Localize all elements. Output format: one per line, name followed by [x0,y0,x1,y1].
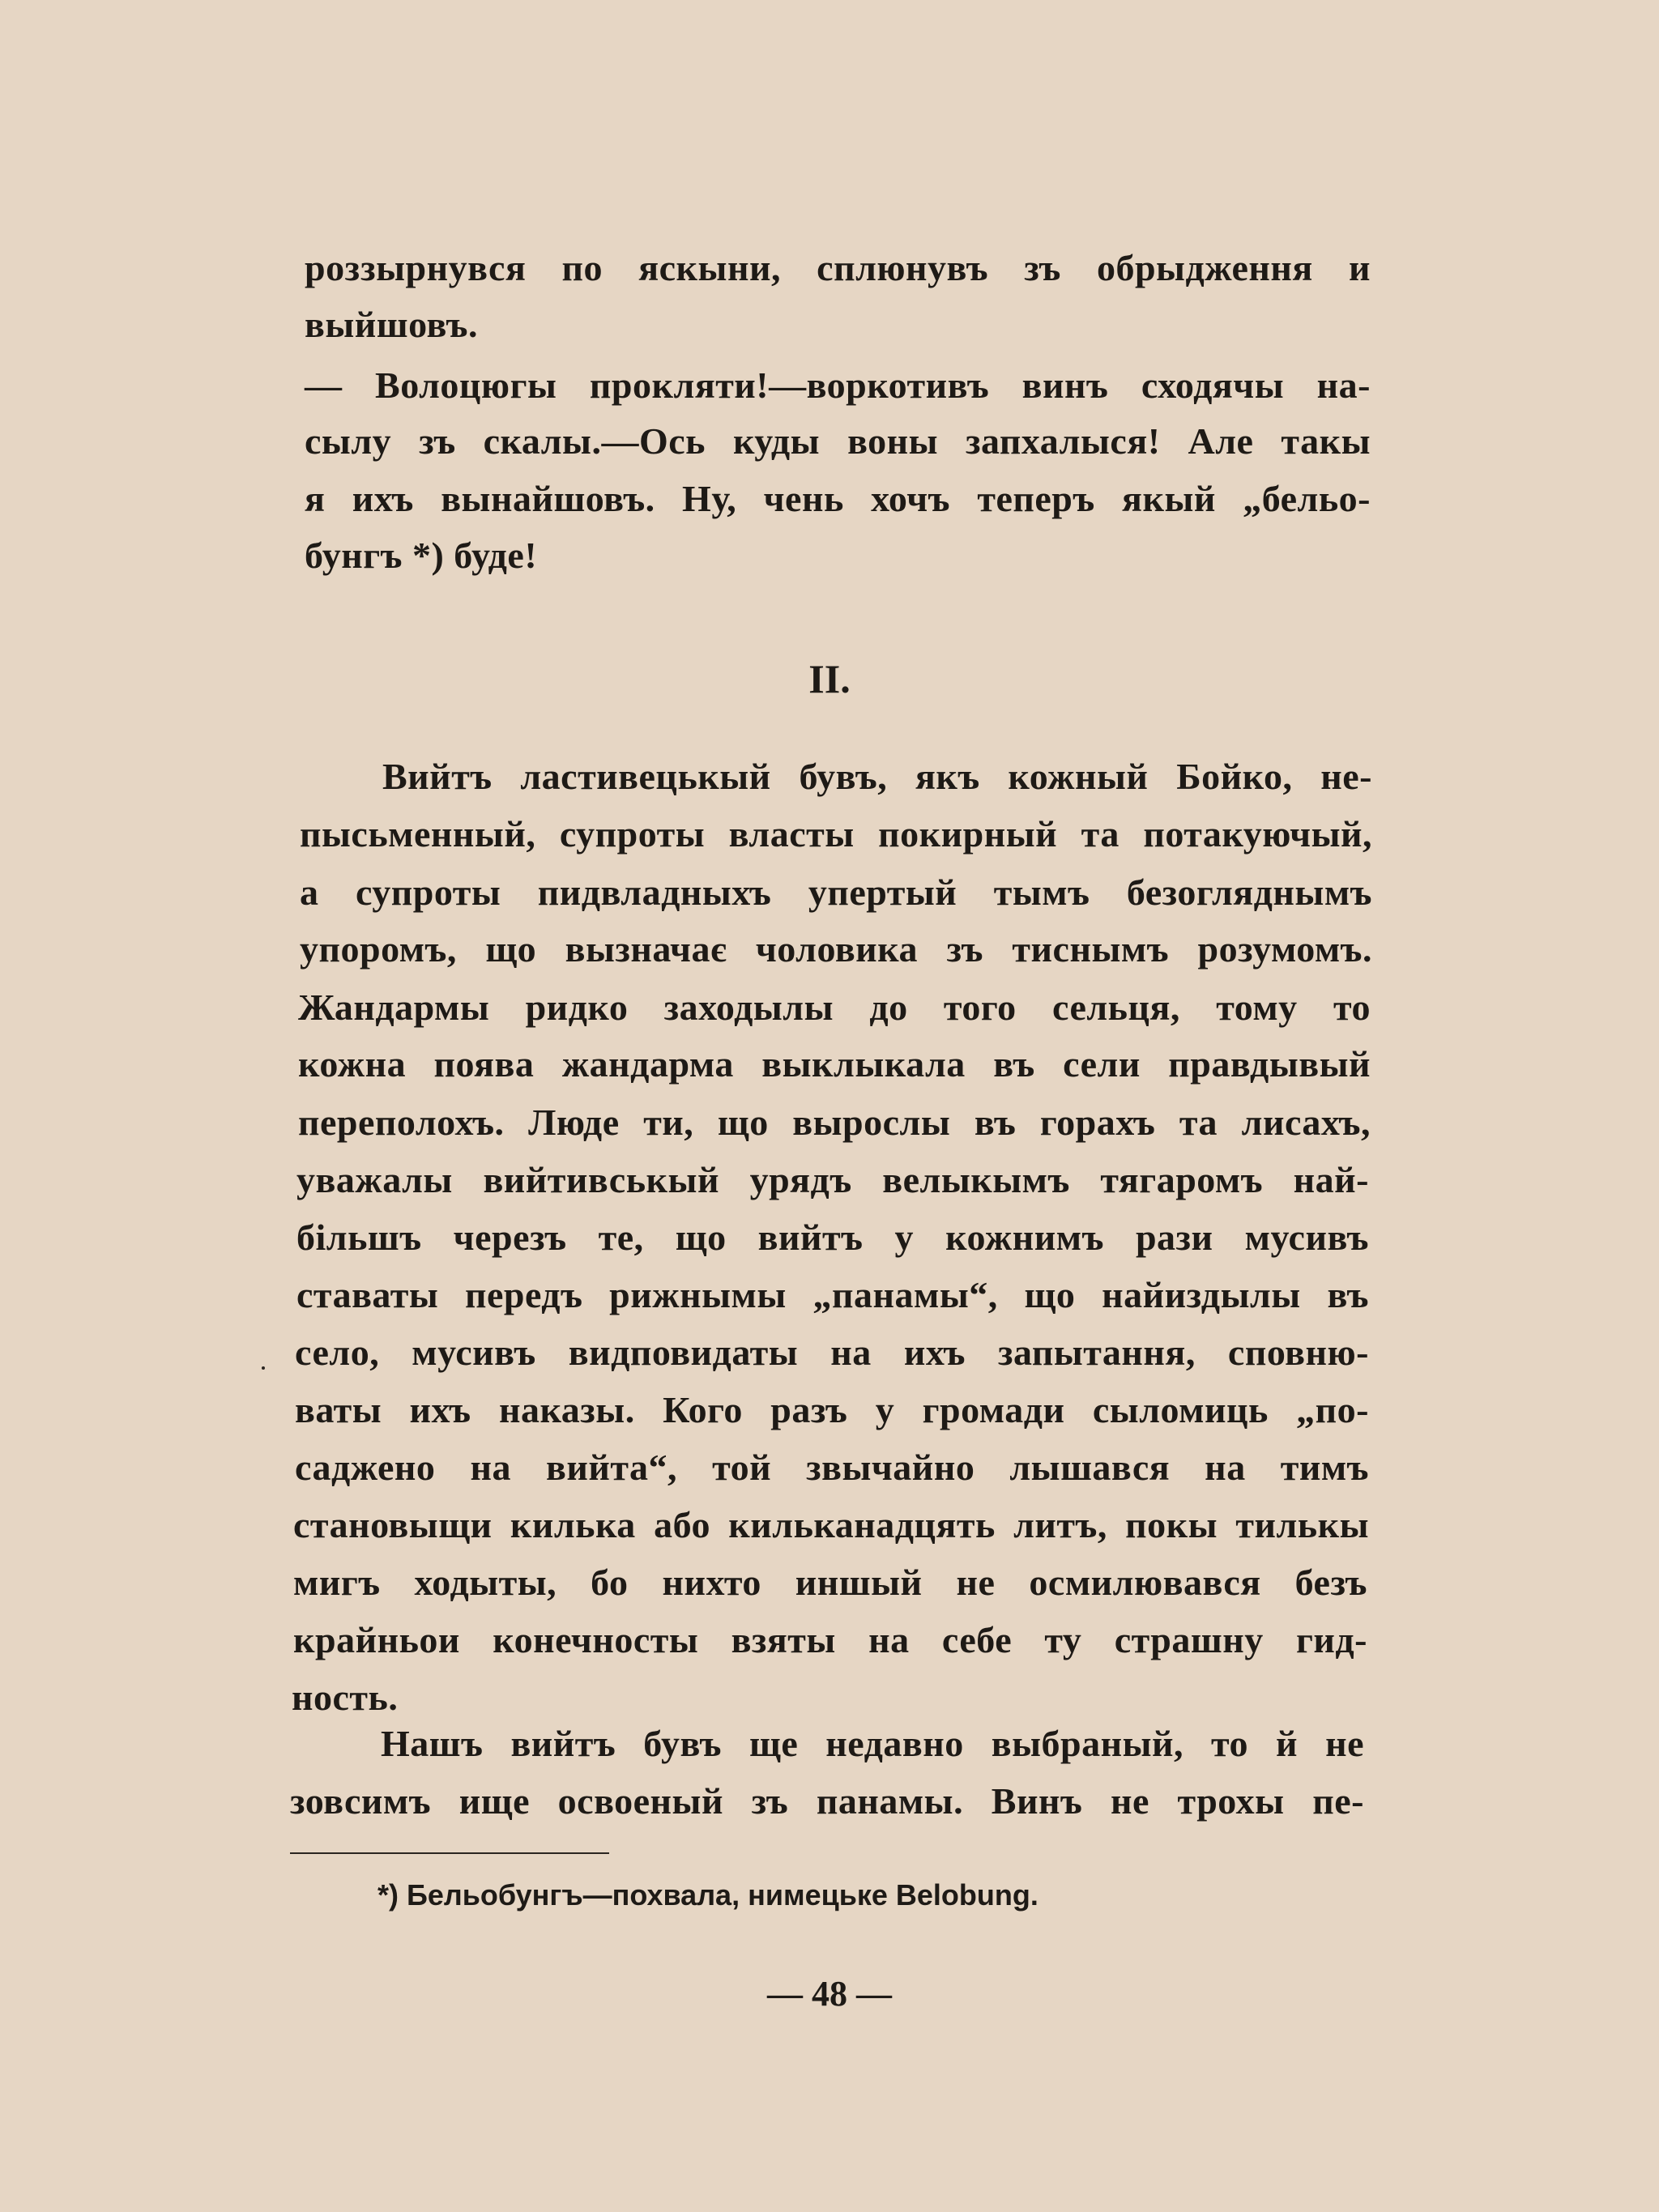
text-line: більшъ черезъ те, що вийтъ у кожнимъ рази мусивъ [296,1217,1369,1258]
text-line: выйшовъ. [305,304,478,345]
section-heading: II. [808,656,851,701]
text-line: уважалы вийтивськый урядъ велыкымъ тягаромъ най- [296,1159,1369,1200]
text-line: упоромъ, що вызначає чоловика зъ тиснымъ розумомъ. [300,928,1372,970]
text-line: бунгъ *) буде! [305,535,538,576]
text-line: мигъ ходыты, бо нихто иншый не осмилювався безъ [293,1562,1367,1603]
text-line: пысьменный, супроты власты покирный та потакуючый, [300,813,1372,855]
text-line: становыщи килька або кильканадцять литъ, покы тилькы [293,1504,1369,1545]
text-line: село, мусивъ видповидаты на ихъ запытання, сповню- [295,1332,1369,1373]
text-line: а супроты пидвладныхъ упертый тымъ безогляднымъ [300,872,1372,913]
stray-mark [262,1366,265,1370]
text-line: — Волоцюгы прокляти!—воркотивъ винъ сходячы на- [305,364,1371,406]
text-line: Вийтъ ластивецькый бувъ, якъ кожный Бойко, не- [382,756,1372,797]
text-line: ставаты передъ рижнымы „панамы“, що найиздылы въ [296,1274,1369,1315]
text-line: сылу зъ скалы.—Ось куды воны запхалыся! Але такы [305,420,1371,462]
text-line: ваты ихъ наказы. Кого разъ у громади сыломиць „по- [295,1389,1369,1430]
text-line: крайньои конечносты взяты на себе ту страшну гид- [293,1619,1367,1660]
text-line: Жандармы ридко заходылы до того сельця, тому то [298,987,1371,1028]
text-line: зовсимъ ище освоеный зъ панамы. Винъ не трохы пе- [290,1780,1364,1822]
text-line: переполохъ. Люде ти, що вырослы въ горахъ та лисахъ, [298,1102,1371,1143]
text-line: ность. [292,1677,399,1718]
text-line: кожна поява жандарма выклыкала въ сели правдывый [298,1043,1371,1085]
footnote-rule [290,1852,609,1854]
text-line: саджено на вийта“, той звычайно лышався на тимъ [295,1447,1369,1488]
page-number: — 48 — [767,1974,892,2014]
text-line: роззырнувся по яскыни, сплюнувъ зъ обрыдження и [305,247,1371,288]
text-line: я ихъ вынайшовъ. Ну, чень хочъ теперъ якый „бельо- [305,478,1371,519]
text-line: Нашъ вийтъ бувъ ще недавно выбраный, то й не [381,1723,1364,1764]
footnote: *) Бельобунгъ—похвала, нимецьке Belobung. [377,1878,1038,1912]
